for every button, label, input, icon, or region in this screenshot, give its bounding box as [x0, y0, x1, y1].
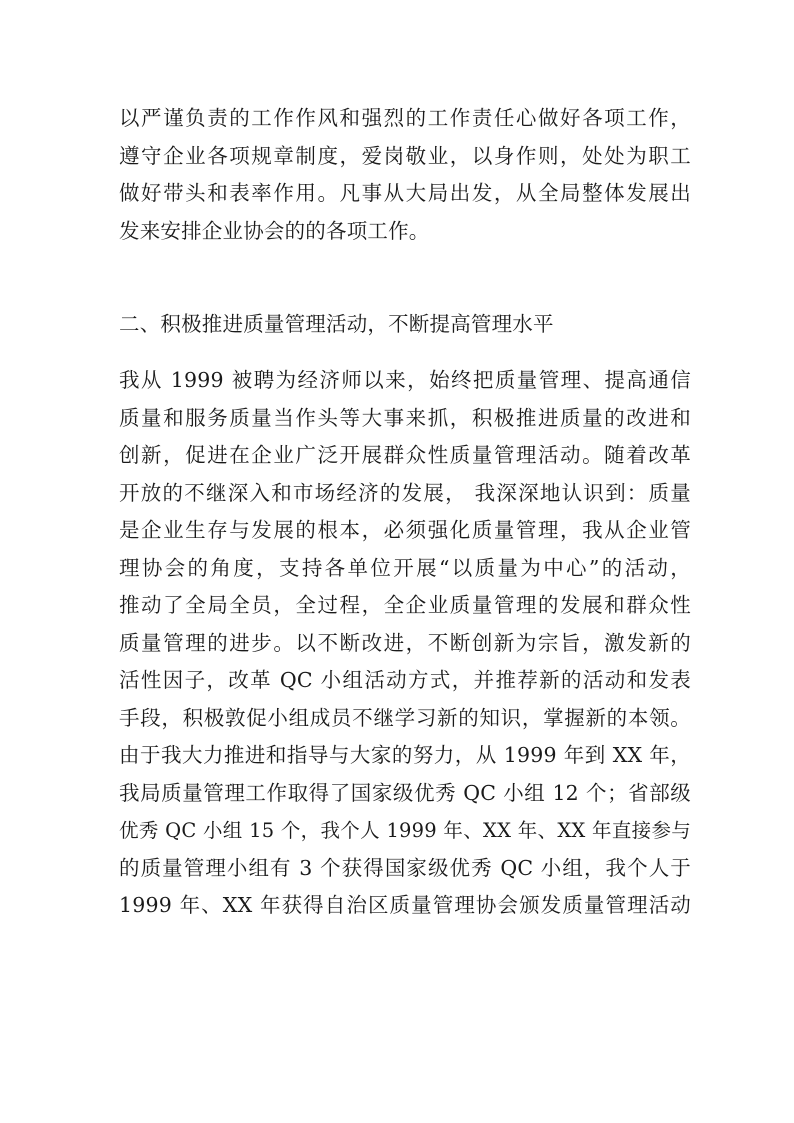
text-line: 开放的不继深入和市场经济的发展， 我深深地认识到：质量	[119, 480, 691, 505]
text-line: 1999 年、XX 年获得自治区质量管理协会颁发质量管理活动	[119, 893, 691, 917]
text-line: 以严谨负责的工作作风和强烈的工作责任心做好各项工作，	[119, 106, 691, 130]
text-line: 我局质量管理工作取得了国家级优秀 QC 小组 12 个；省部级	[119, 780, 691, 805]
text-line: 手段，积极敦促小组成员不继学习新的知识，掌握新的本领。	[119, 705, 691, 730]
text-line: 质量管理的进步。以不断改进，不断创新为宗旨，激发新的	[119, 630, 691, 655]
text-line: 的质量管理小组有 3 个获得国家级优秀 QC 小组，我个人于	[119, 855, 691, 880]
text-line: 活性因子，改革 QC 小组活动方式，并推荐新的活动和发表	[119, 668, 691, 692]
heading-text: 二、积极推进质量管理活动，不断提高管理水平	[119, 312, 554, 336]
text-line: 质量和服务质量当作头等大事来抓，积极推进质量的改进和	[119, 405, 691, 430]
text-line: 我从 1999 被聘为经济师以来，始终把质量管理、提高通信	[119, 368, 691, 392]
text-line: 推动了全局全员，全过程，全企业质量管理的发展和群众性	[119, 593, 691, 617]
text-line: 理协会的角度，支持各单位开展“以质量为中心”的活动，	[119, 555, 691, 580]
paragraph-quality-management	[119, 362, 691, 925]
text-line: 由于我大力推进和指导与大家的努力，从 1999 年到 XX 年，	[119, 743, 691, 767]
text-line: 发来安排企业协会的的各项工作。	[119, 218, 430, 243]
section-heading	[119, 306, 691, 344]
text-line: 是企业生存与发展的根本，必须强化质量管理，我从企业管	[119, 518, 691, 542]
text-line: 遵守企业各项规章制度，爱岗敬业，以身作则，处处为职工	[119, 143, 691, 168]
text-line: 创新，促进在企业广泛开展群众性质量管理活动。随着改革	[119, 443, 691, 467]
paragraph-work-style	[119, 100, 691, 250]
text-line: 优秀 QC 小组 15 个，我个人 1999 年、XX 年、XX 年直接参与	[119, 819, 691, 842]
text-line: 做好带头和表率作用。凡事从大局出发，从全局整体发展出	[119, 181, 691, 205]
